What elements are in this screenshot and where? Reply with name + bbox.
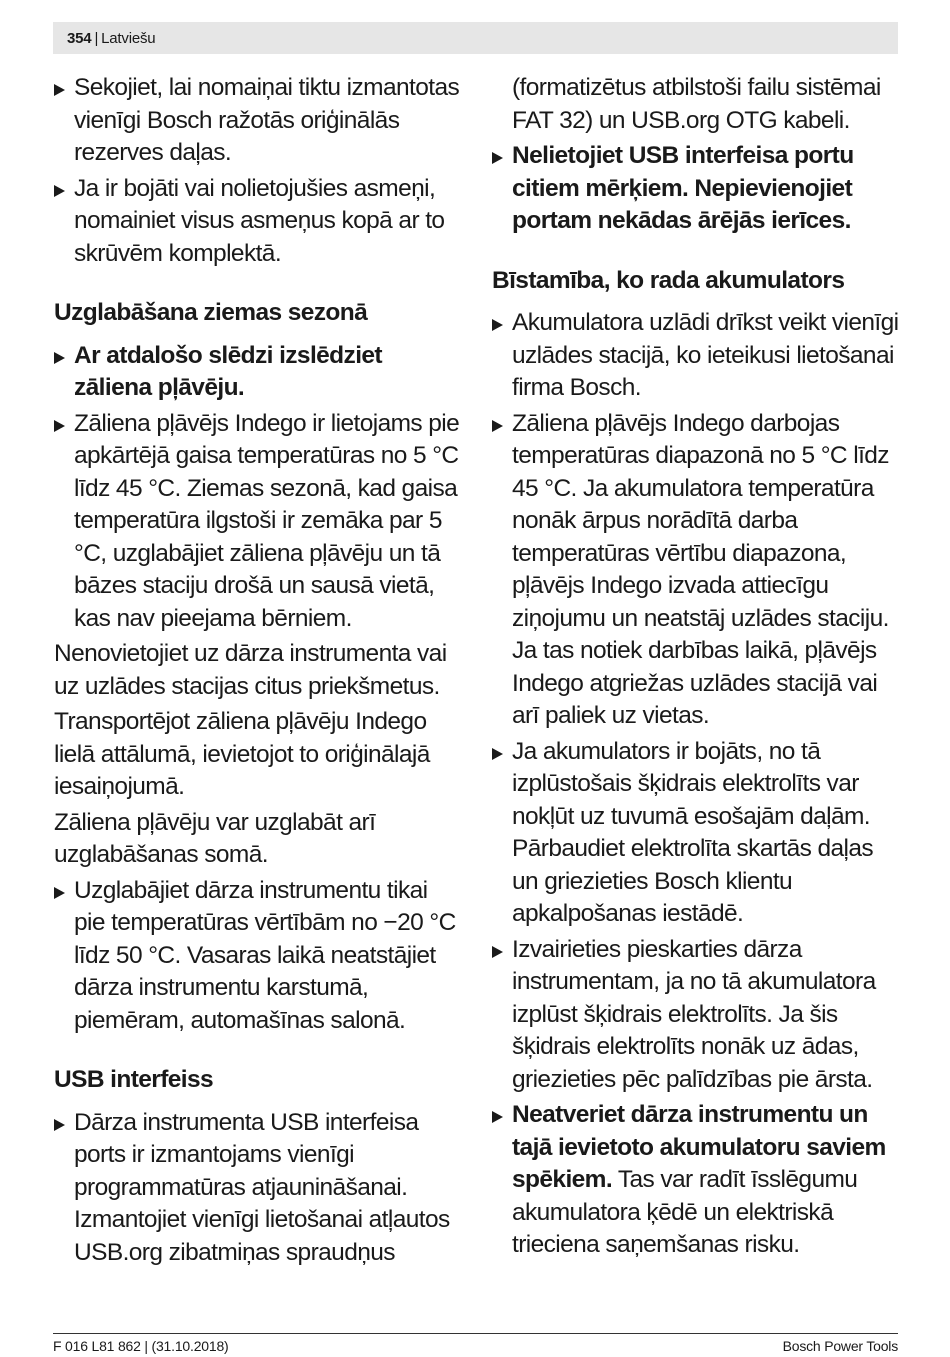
bullet-item [54,1107,464,1270]
bullet-text: Zāliena pļāvējs Indego darbojas temperatūras diapazonā no 5 °C līdz 45 °C. Ja akumulatora temperatūra nonāk ārpus norādītā darba temperatūras vērtību diapazona, pļāvējs Indego izvada attiecīgu ziņojumu un neatstāj uzlādes staciju. Ja tas notiek darbības laikā, pļāvējs Indego atgriežas uzlādes stacijā vai arī paliek uz vietas. [512,409,889,729]
bullet-item [492,307,904,405]
page-number: 354 [67,30,92,47]
bullet-continuation [492,72,904,137]
bullet-text: Ja ir bojāti vai nolietojušies asmeņi, nomainiet visus asmeņus kopā ar to skrūvēm komplektā. [74,174,445,267]
bullet-triangle-icon [492,152,503,164]
bullet-item [492,1099,904,1262]
footer-brand: Bosch Power Tools [782,1338,898,1354]
bullet-triangle-icon [54,352,65,364]
bullet-text: Ar atdalošo slēdzi izslēdziet zāliena pļāvēju. [74,341,382,401]
bullet-triangle-icon [492,1111,503,1123]
bullet-triangle-icon [54,887,65,899]
bullet-triangle-icon [54,1119,65,1131]
bullet-text: Ja akumulators ir bojāts, no tā izplūstošais šķidrais elektrolīts var nokļūt uz tuvumā esošajām daļām. Pārbaudiet elektrolīta skartās daļas un griezieties Bosch klientu apkalpošanas iestādē. [512,737,874,927]
paragraph: Transportējot zāliena pļāvēju Indego lielā attālumā, ievietojot to oriģinālajā iesaiņojumā. [54,708,430,800]
bullet-text: (formatizētus atbilstoši failu sistēmai FAT 32) un USB.org OTG kabeli. [512,74,881,134]
bullet-item [492,934,904,1097]
bullet-item [54,72,464,170]
header-text [67,30,155,47]
header-separator: | [94,30,99,47]
header-language: Latviešu [101,30,156,47]
bullet-text: Akumulatora uzlādi drīkst veikt vienīgi uzlādes stacijā, ko ieteikusi lietošanai firma Bosch. [512,309,899,401]
right-column [492,72,904,1265]
bullet-text: Nelietojiet USB interfeisa portu citiem mērķiem. Nepievienojiet portam nekādas ārējās ierīces. [512,142,854,234]
bullet-text: Tas var radīt īsslēgumu akumulatora ķēdē un elektriskā trieciena saņemšanas risku. [512,1166,858,1258]
bullet-triangle-icon [54,84,65,96]
bullet-text: Zāliena pļāvējs Indego ir lietojams pie apkārtējā gaisa temperatūras no 5 °C līdz 45 °C. Ziemas sezonā, kad gaisa temperatūra ilgstoši ir zemāka par 5 °C, uzglabājiet zāliena pļāvēju un tā bāzes staciju drošā un sausā vietā, kas nav pieejama bērniem. [74,409,460,632]
bullet-item [54,173,464,271]
bullet-item [54,875,464,1038]
bullet-triangle-icon [492,420,503,432]
bullet-text: Izvairieties pieskarties dārza instrumentam, ja no tā akumulatora izplūst šķidrais elektrolīts. Ja šis šķidrais elektrolīts nonāk uz ādas, griezieties pēc palīdzības pie ārsta. [512,935,876,1093]
bullet-text-bold: Neatveriet dārza instrumentu un tajā ievietoto akumulatoru saviem spēkiem. [512,1101,886,1193]
bullet-text: Uzglabājiet dārza instrumentu tikai pie temperatūras vērtībām no −20 °C līdz 50 °C. Vasaras laikā neatstājiet dārza instrumentu karstumā, piemēram, automašīnas salonā. [74,876,456,1034]
bullet-triangle-icon [54,185,65,197]
bullet-triangle-icon [492,748,503,760]
bullet-item [54,340,464,405]
page-header [53,22,898,54]
paragraph: Zāliena pļāvēju var uzglabāt arī uzglabāšanas somā. [54,808,376,868]
bullet-text: Dārza instrumenta USB interfeisa ports ir izmantojams vienīgi programmatūras atjaunināšanai. Izmantojiet vienīgi lietošanai atļautos USB.org zibatmiņas spraudņus [74,1108,450,1266]
bullet-triangle-icon [54,420,65,432]
section-heading-winter-storage: Uzglabāšana ziemas sezonā [54,299,368,326]
bullet-text: Sekojiet, lai nomaiņai tiktu izmantotas vienīgi Bosch ražotās oriģinālās rezerves daļas. [74,74,460,166]
left-column [54,72,464,1272]
bullet-item [492,140,904,238]
footer-document-code: F 016 L81 862 | (31.10.2018) [53,1338,229,1354]
paragraph: Nenovietojiet uz dārza instrumenta vai uz uzlādes stacijas citus priekšmetus. [54,640,447,700]
bullet-triangle-icon [492,946,503,958]
bullet-item [54,408,464,636]
section-heading-usb: USB interfeiss [54,1066,214,1093]
bullet-triangle-icon [492,319,503,331]
footer-divider [53,1333,898,1334]
section-heading-battery: Bīstamība, ko rada akumulators [492,266,845,294]
bullet-item [492,408,904,733]
bullet-item [492,736,904,931]
